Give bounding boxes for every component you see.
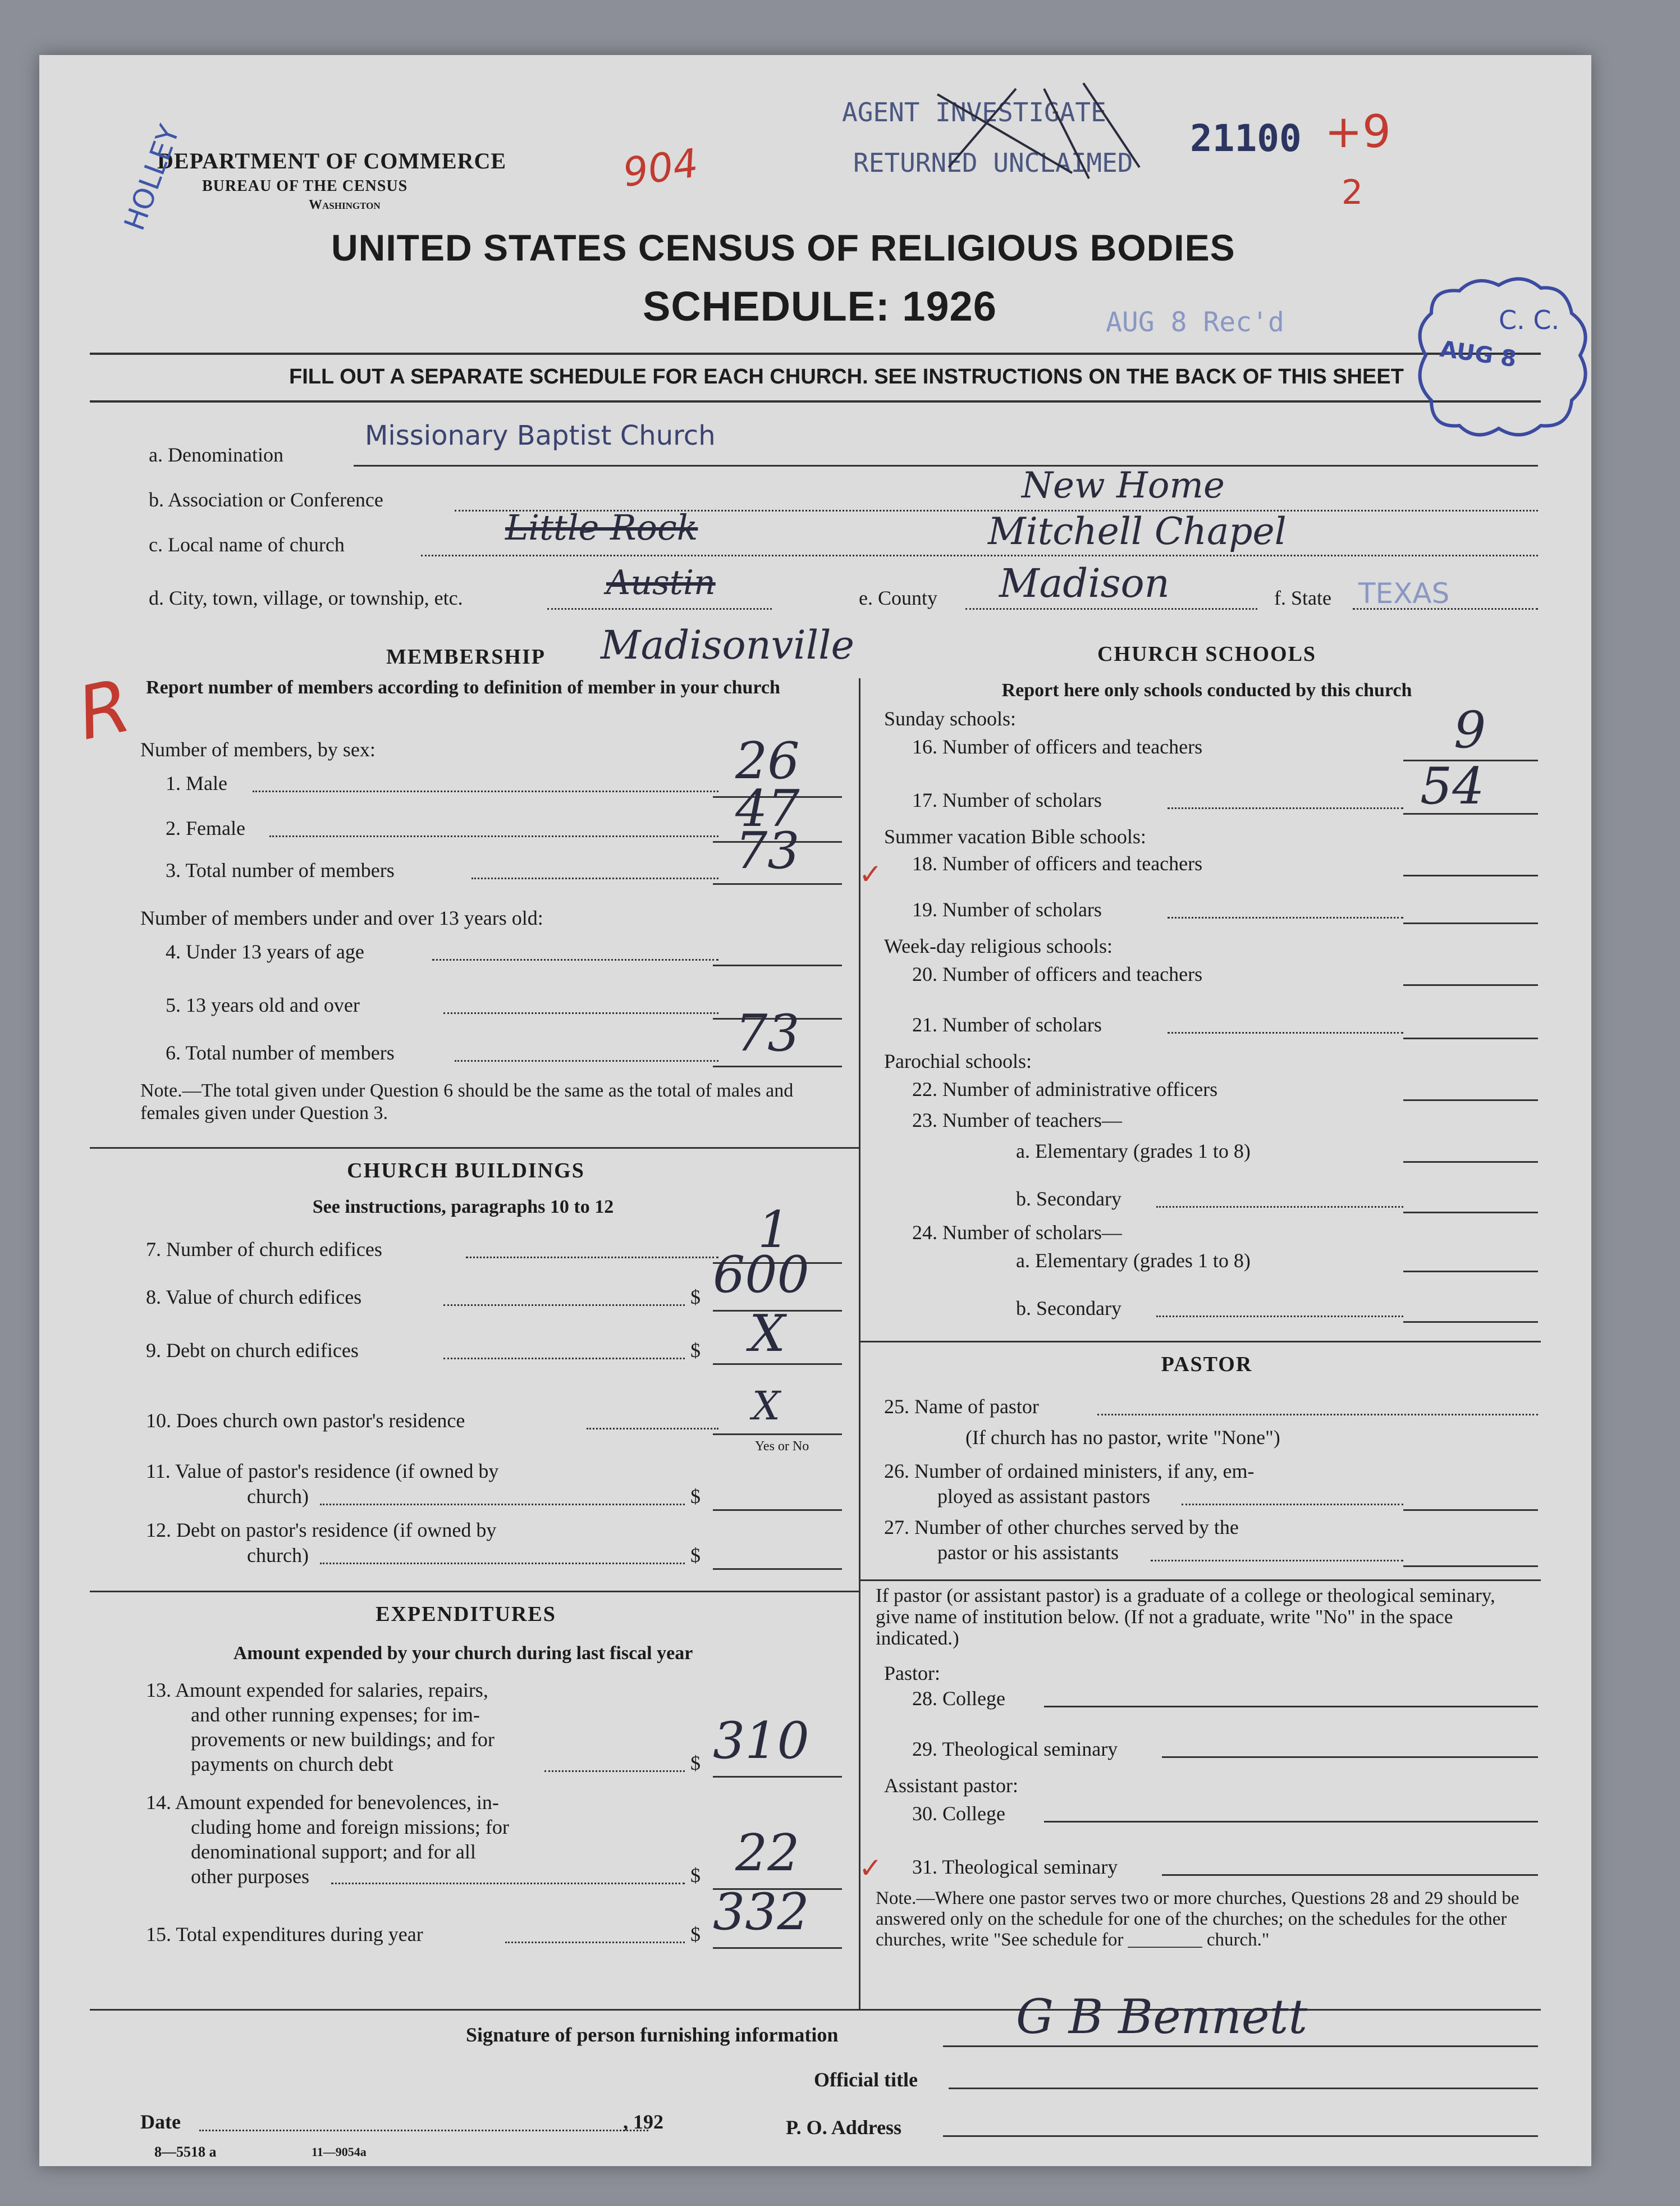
local-name-line: [421, 555, 1538, 556]
q13-line-2: and other running expenses; for im-: [191, 1703, 480, 1726]
q23b-secondary: b. Secondary: [1016, 1188, 1121, 1210]
red-mark-2: 2: [1342, 173, 1363, 212]
q21-dots: [1168, 1032, 1403, 1034]
city-label: d. City, town, village, or township, etc.: [149, 587, 463, 609]
city-line: [547, 608, 772, 610]
city-heading: Washington: [309, 198, 381, 212]
q13-answer[interactable]: 310: [713, 1711, 809, 1770]
q2-answer[interactable]: 47: [735, 779, 800, 838]
buildings-heading: CHURCH BUILDINGS: [347, 1159, 585, 1182]
buildings-rule: [90, 1147, 859, 1149]
returned-unclaimed-stamp: RETURNED UNCLAIMED: [853, 148, 1133, 178]
q25-answer-line: [1097, 1414, 1538, 1415]
q4-dots: [432, 959, 718, 961]
department-heading: DEPARTMENT OF COMMERCE: [157, 148, 507, 173]
q22-answer-line: [1403, 1099, 1538, 1101]
q1-dots: [253, 791, 718, 792]
local-name-label: c. Local name of church: [149, 533, 345, 556]
q23-teachers: 23. Number of teachers—: [912, 1109, 1122, 1131]
q30-college: 30. College: [912, 1802, 1005, 1825]
q1-male: 1. Male: [166, 772, 227, 794]
date-line: [199, 2130, 648, 2131]
signature-label: Signature of person furnishing information: [466, 2024, 839, 2046]
q21-answer-line: [1403, 1038, 1538, 1039]
schools-heading: CHURCH SCHOOLS: [1097, 642, 1317, 666]
q9-dollar: $: [690, 1339, 701, 1362]
header-rule-bottom: [90, 400, 1541, 403]
q18-officers: 18. Number of officers and teachers: [912, 852, 1203, 875]
yes-or-no-hint: Yes or No: [755, 1439, 809, 1454]
q6-answer-line: [713, 1066, 842, 1067]
q14-dollar: $: [690, 1864, 701, 1887]
header-rule-top: [90, 353, 1541, 355]
received-stamp: AUG 8 Rec'd: [1106, 307, 1284, 338]
q14-answer[interactable]: 22: [735, 1824, 800, 1883]
q21-scholars: 21. Number of scholars: [912, 1013, 1102, 1036]
q9-answer-line: [713, 1363, 842, 1365]
q13-dollar: $: [690, 1752, 701, 1774]
instruction-line: FILL OUT A SEPARATE SCHEDULE FOR EACH CHURCH. SEE INSTRUCTIONS ON THE BACK OF THIS SHEET: [289, 365, 1404, 389]
county-line: [965, 608, 1257, 610]
q12-continued: church): [247, 1544, 309, 1566]
q8-dollar: $: [690, 1286, 701, 1308]
q8-answer[interactable]: 600: [713, 1245, 809, 1304]
q12-dollar: $: [690, 1544, 701, 1566]
q10-answer-line: [713, 1433, 842, 1435]
city-value[interactable]: Madisonville: [601, 622, 854, 668]
expenditures-subtitle: Amount expended by your church during last fiscal year: [233, 1643, 693, 1664]
census-schedule-sheet: [39, 55, 1591, 2166]
q10-answer[interactable]: X: [752, 1383, 780, 1429]
q7-edifices: 7. Number of church edifices: [146, 1238, 382, 1260]
state-line: [1353, 608, 1538, 610]
q28-college: 28. College: [912, 1687, 1005, 1710]
date-label: Date: [140, 2111, 181, 2133]
q15-dots: [505, 1942, 685, 1943]
q25-note: (If church has no pastor, write "None"): [965, 1426, 1280, 1449]
q22-admin-officers: 22. Number of administrative officers: [912, 1078, 1218, 1100]
membership-note: Note.—The total given under Question 6 should be the same as the total of males and females given under Question 3.: [140, 1080, 794, 1123]
q14-line-3: denominational support; and for all: [191, 1840, 476, 1863]
q19-answer-line: [1403, 922, 1538, 924]
q16-answer[interactable]: 9: [1454, 701, 1486, 760]
q26-answer-line: [1403, 1509, 1538, 1511]
q11-dots: [320, 1504, 685, 1505]
assistant-pastor-subheading: Assistant pastor:: [884, 1774, 1018, 1797]
pastor-subheading: Pastor:: [884, 1662, 941, 1684]
local-name-value[interactable]: Mitchell Chapel: [988, 510, 1287, 553]
county-label: e. County: [859, 587, 937, 609]
q11-value-residence: 11. Value of pastor's residence (if owned by: [146, 1460, 499, 1482]
city-value-struck: Austin: [606, 563, 716, 602]
q15-dollar: $: [690, 1923, 701, 1945]
q9-answer[interactable]: X: [749, 1304, 786, 1363]
q31-seminary: 31. Theological seminary: [912, 1856, 1118, 1878]
denomination-label: a. Denomination: [149, 444, 283, 466]
q13-line-1: 13. Amount expended for salaries, repairs,: [146, 1679, 488, 1701]
q13-salaries: [146, 1678, 495, 1776]
by-age-label: Number of members under and over 13 years old:: [140, 907, 543, 929]
q12-answer-line: [713, 1568, 842, 1570]
membership-subtitle: Report number of members according to definition of member in your church: [146, 677, 780, 698]
po-address-line: [943, 2135, 1538, 2137]
q25-name: 25. Name of pastor: [884, 1395, 1039, 1418]
pastor-heading: PASTOR: [1161, 1353, 1253, 1376]
q3-total: 3. Total number of members: [166, 859, 395, 882]
form-title: UNITED STATES CENSUS OF RELIGIOUS BODIES: [331, 227, 1235, 268]
red-R-mark: R: [70, 663, 138, 757]
q24a-elementary: a. Elementary (grades 1 to 8): [1016, 1249, 1251, 1272]
date-year-suffix: , 192: [623, 2111, 663, 2133]
q23b-answer-line: [1403, 1212, 1538, 1213]
q11-answer-line: [713, 1509, 842, 1511]
signature-value[interactable]: G B Bennett: [1016, 1989, 1308, 2044]
q14-line-2: cluding home and foreign missions; for: [191, 1816, 509, 1838]
q14-dots: [331, 1883, 685, 1884]
agent-investigate-stamp: AGENT INVESTIGATE: [842, 97, 1106, 127]
q27-dots: [1151, 1560, 1403, 1561]
q16-officers: 16. Number of officers and teachers: [912, 736, 1203, 758]
q27-answer-line: [1403, 1565, 1538, 1567]
q10-residence: 10. Does church own pastor's residence: [146, 1409, 465, 1432]
q17-answer[interactable]: 54: [1420, 757, 1485, 816]
q20-answer-line: [1403, 984, 1538, 986]
pastor-note: Note.—Where one pastor serves two or more churches, Questions 28 and 29 should be answered only on the schedule for one of the churches; on the schedules for the other churches, write "See schedule for ________ church.": [876, 1888, 1519, 1950]
buildings-subtitle: See instructions, paragraphs 10 to 12: [312, 1196, 614, 1217]
q27-continued: pastor or his assistants: [937, 1541, 1119, 1564]
footer-rule: [90, 2009, 1541, 2011]
q12-dots: [320, 1563, 685, 1564]
q9-debt: 9. Debt on church edifices: [146, 1339, 359, 1362]
graduate-note: If pastor (or assistant pastor) is a graduate of a college or theological seminary, give name of institution below. (If not a graduate, write "No" in the space indicated.): [876, 1584, 1495, 1649]
schools-subtitle: Report here only schools conducted by this church: [1001, 680, 1412, 701]
q7-answer[interactable]: 1: [758, 1200, 790, 1259]
denomination-line: [354, 465, 1538, 467]
q24-scholars: 24. Number of scholars—: [912, 1221, 1122, 1244]
cc-seal-date: AUG 8: [1438, 336, 1518, 373]
bureau-heading: BUREAU OF THE CENSUS: [202, 177, 408, 195]
case-number-stamp: 21100: [1190, 117, 1302, 160]
q2-female: 2. Female: [166, 817, 245, 839]
q15-answer[interactable]: 332: [713, 1883, 809, 1942]
q14-benevolences: [146, 1790, 509, 1889]
q10-dots: [587, 1428, 718, 1429]
official-title-line: [949, 2088, 1538, 2089]
q2-dots: [269, 835, 718, 837]
q19-scholars: 19. Number of scholars: [912, 898, 1102, 921]
q8-dots: [443, 1304, 685, 1306]
pastor-rule: [859, 1341, 1541, 1342]
schedule-title: SCHEDULE: 1926: [643, 283, 997, 330]
form-number-2: 11—9054a: [312, 2145, 367, 2159]
q3-answer-line: [713, 883, 842, 885]
denomination-value[interactable]: Missionary Baptist Church: [365, 420, 716, 451]
q29-seminary: 29. Theological seminary: [912, 1738, 1118, 1760]
q7-dots: [466, 1257, 718, 1258]
q30-answer-line: [1044, 1821, 1538, 1823]
cc-seal-text: C. C.: [1499, 305, 1560, 335]
q28-answer-line: [1044, 1706, 1538, 1707]
q17-scholars: 17. Number of scholars: [912, 789, 1102, 811]
q15-answer-line: [713, 1947, 842, 1949]
by-sex-label: Number of members, by sex:: [140, 738, 376, 761]
q13-dots: [544, 1770, 685, 1772]
red-case-addendum: +9: [1325, 106, 1391, 158]
state-label: f. State: [1274, 587, 1331, 609]
county-value[interactable]: Madison: [999, 560, 1170, 606]
q15-total-expenditures: 15. Total expenditures during year: [146, 1923, 423, 1945]
q18-answer-line: [1403, 875, 1538, 876]
vacation-schools-label: Summer vacation Bible schools:: [884, 825, 1146, 848]
cross-out-marks: [915, 77, 1151, 190]
q13-line-3: provements or new buildings; and for: [191, 1728, 495, 1751]
expenditures-rule: [90, 1591, 859, 1592]
q11-dollar: $: [690, 1485, 701, 1508]
q5-over-13: 5. 13 years old and over: [166, 994, 360, 1016]
state-value[interactable]: TEXAS: [1358, 577, 1450, 610]
q31-answer-line: [1162, 1874, 1538, 1876]
q12-debt-residence: 12. Debt on pastor's residence (if owned by: [146, 1519, 497, 1541]
q13-line-4: payments on church debt: [191, 1753, 393, 1775]
q23a-elementary: a. Elementary (grades 1 to 8): [1016, 1140, 1251, 1162]
expenditures-heading: EXPENDITURES: [376, 1602, 556, 1626]
q3-dots: [472, 878, 718, 879]
red-check-q3: ✓: [859, 858, 882, 890]
q13-answer-line: [713, 1776, 842, 1778]
sunday-schools-label: Sunday schools:: [884, 707, 1017, 730]
parochial-schools-label: Parochial schools:: [884, 1050, 1032, 1072]
q19-dots: [1168, 917, 1403, 919]
red-check-q31: ✓: [859, 1852, 882, 1884]
local-name-struck: Little Rock: [505, 507, 698, 548]
q26-continued: ployed as assistant pastors: [937, 1485, 1150, 1508]
q11-continued: church): [247, 1485, 309, 1508]
q20-officers: 20. Number of officers and teachers: [912, 963, 1203, 985]
q26-dots: [1182, 1504, 1403, 1505]
q9-dots: [443, 1358, 685, 1359]
q1-answer[interactable]: 26: [735, 732, 800, 791]
q4-under-13: 4. Under 13 years of age: [166, 940, 364, 963]
q24b-secondary: b. Secondary: [1016, 1297, 1121, 1319]
official-title-label: Official title: [814, 2068, 918, 2091]
q6-answer[interactable]: 73: [735, 1004, 800, 1063]
q23b-dots: [1156, 1206, 1403, 1208]
association-value[interactable]: New Home: [1022, 465, 1225, 506]
po-address-label: P. O. Address: [786, 2116, 902, 2139]
q24b-dots: [1156, 1316, 1403, 1317]
q24a-answer-line: [1403, 1271, 1538, 1272]
red-number-904: 904: [620, 140, 701, 196]
association-label: b. Association or Conference: [149, 488, 383, 511]
q23a-answer-line: [1403, 1161, 1538, 1163]
q29-answer-line: [1162, 1756, 1538, 1758]
q17-dots: [1168, 807, 1403, 809]
q4-answer-line: [713, 965, 842, 966]
weekday-schools-label: Week-day religious schools:: [884, 935, 1113, 957]
membership-heading: MEMBERSHIP: [386, 645, 546, 669]
graduate-rule: [859, 1579, 1541, 1581]
q5-dots: [443, 1012, 718, 1014]
q14-line-1: 14. Amount expended for benevolences, in-: [146, 1791, 499, 1814]
q3-answer[interactable]: 73: [735, 821, 800, 880]
q8-value: 8. Value of church edifices: [146, 1286, 362, 1308]
holley-annotation: HOLLEY: [118, 120, 186, 235]
q14-line-4: other purposes: [191, 1865, 309, 1888]
q27-other-churches: 27. Number of other churches served by the: [884, 1516, 1239, 1538]
q24b-answer-line: [1403, 1321, 1538, 1323]
q6-total: 6. Total number of members: [166, 1042, 395, 1064]
signature-line: [943, 2045, 1538, 2047]
q6-dots: [455, 1060, 718, 1062]
q26-ordained: 26. Number of ordained ministers, if any, em-: [884, 1460, 1255, 1482]
form-number-1: 8—5518 a: [154, 2144, 217, 2160]
